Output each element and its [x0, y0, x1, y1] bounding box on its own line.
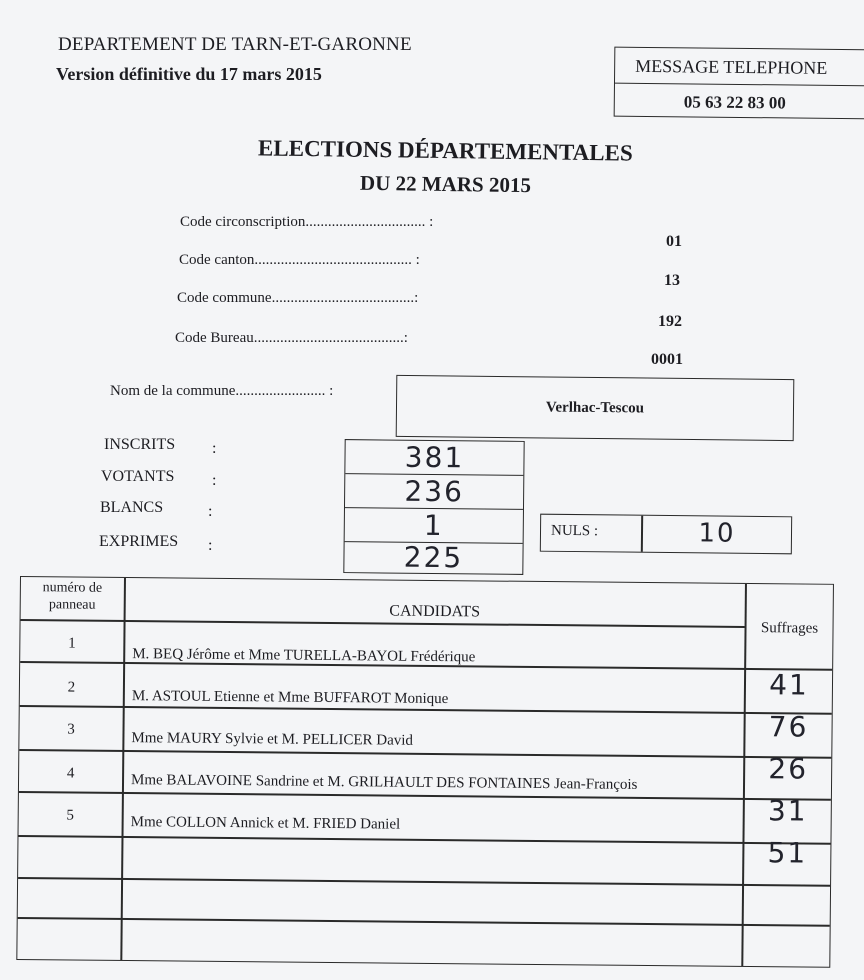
inscrits-label: INSCRITS — [104, 436, 176, 453]
table-row-votes: 26 — [768, 752, 809, 786]
inscrits-colon: : — [212, 440, 217, 457]
message-telephone-title: MESSAGE TELEPHONE — [615, 48, 864, 87]
table-row-votes: 41 — [769, 668, 809, 702]
candidates-table — [16, 576, 834, 968]
table-row-number: 2 — [67, 679, 76, 696]
election-date: DU 22 MARS 2015 — [359, 170, 532, 198]
code-commune-value: 192 — [658, 313, 682, 330]
commune-name-value: Verlhac-Tescou — [545, 399, 645, 417]
table-row-number: 3 — [67, 721, 75, 738]
table-row-number: 4 — [66, 765, 75, 782]
table-row-divider — [19, 791, 831, 800]
table-row-divider — [18, 877, 830, 886]
exprimes-label: EXPRIMES — [99, 533, 179, 550]
table-row-candidates: Mme MAURY Sylvie et M. PELLICER David — [131, 730, 414, 749]
code-circonscription-label: Code circonscription................................ : — [180, 214, 434, 230]
nuls-box — [540, 514, 792, 555]
table-row-candidates: M. ASTOUL Etienne et Mme BUFFAROT Monique — [131, 688, 449, 708]
blancs-value: 1 — [345, 508, 523, 544]
table-row-votes: 76 — [768, 710, 809, 744]
code-bureau-value: 0001 — [651, 351, 683, 368]
code-canton-label: Code canton.......................................... : — [179, 252, 420, 268]
votants-label: VOTANTS — [101, 468, 175, 485]
code-commune-label: Code commune......................................: — [177, 290, 419, 306]
message-telephone-box — [614, 47, 864, 120]
table-row-divider — [19, 749, 831, 758]
phone-number: 05 63 22 83 00 — [683, 92, 786, 113]
candidates-header: CANDIDATS — [389, 602, 481, 621]
election-title: ELECTIONS DÉPARTEMENTALES — [257, 135, 633, 166]
table-row-number: 5 — [66, 807, 75, 824]
code-bureau-label: Code Bureau........................................: — [175, 330, 408, 346]
commune-name-box — [396, 375, 795, 441]
table-row-candidates: Mme BALAVOINE Sandrine et M. GRILHAULT DES FONTAINES Jean-François — [130, 772, 638, 793]
table-row-candidates: Mme COLLON Annick et M. FRIED Daniel — [130, 814, 401, 833]
blancs-colon: : — [208, 503, 213, 520]
votes-header: Suffrages — [760, 620, 819, 637]
votants-colon: : — [212, 472, 217, 489]
nuls-label: NULS : — [550, 522, 599, 540]
stats-box — [343, 439, 524, 575]
table-row-divider — [18, 835, 830, 844]
table-row-divider — [18, 917, 830, 926]
code-circonscription-value: 01 — [666, 233, 682, 250]
votants-value: 236 — [345, 474, 523, 510]
blancs-label: BLANCS — [100, 499, 164, 516]
commune-label: Nom de la commune........................ : — [110, 383, 334, 399]
department-name: DEPARTEMENT DE TARN-ET-GARONNE — [58, 34, 412, 55]
nuls-value: 10 — [698, 518, 736, 549]
table-row-candidates: M. BEQ Jérôme et Mme TURELLA-BAYOL Frédérique — [132, 646, 476, 666]
exprimes-colon: : — [208, 537, 213, 554]
version-note: Version définitive du 17 mars 2015 — [56, 64, 322, 84]
table-row-number: 1 — [68, 635, 76, 652]
table-row-votes: 31 — [767, 794, 808, 828]
code-canton-value: 13 — [664, 272, 680, 289]
exprimes-value: 225 — [403, 540, 464, 575]
table-row-votes: 51 — [767, 836, 808, 870]
inscrits-value: 381 — [345, 440, 523, 476]
panel-number-header: numéro de panneau — [42, 580, 103, 613]
